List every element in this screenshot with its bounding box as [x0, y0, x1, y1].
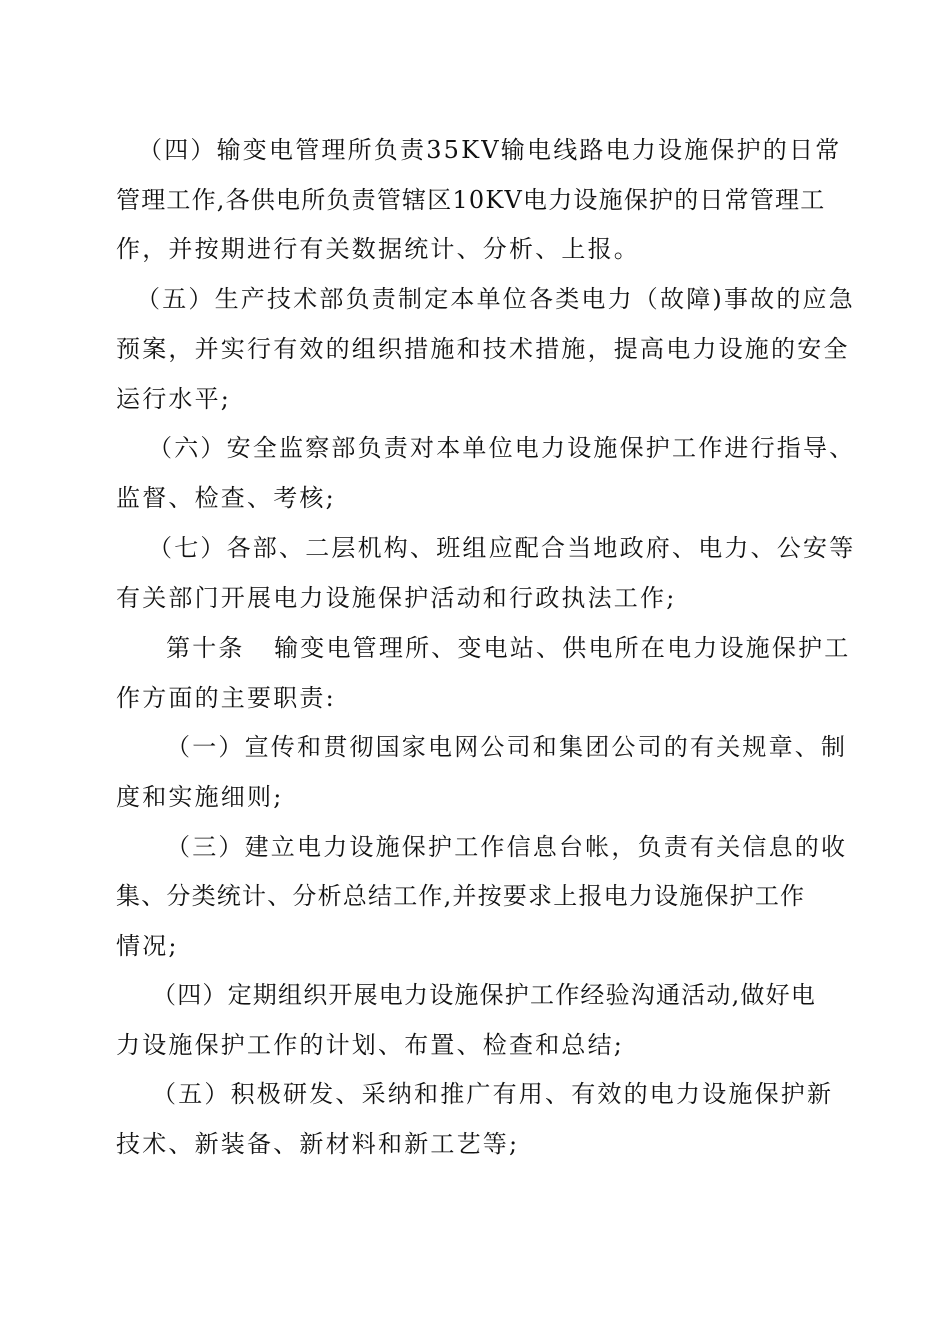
- paragraph-line: 管理工作,各供电所负责管辖区10KV电力设施保护的日常管理工: [116, 186, 826, 214]
- article-heading-line: 第十条 输变电管理所、变电站、供电所在电力设施保护工: [166, 634, 851, 662]
- paragraph-line: 作方面的主要职责:: [116, 684, 336, 712]
- paragraph-line: （三）建立电力设施保护工作信息台帐，负责有关信息的收: [166, 833, 848, 861]
- paragraph-line: 度和实施细则;: [116, 783, 284, 811]
- paragraph-line: 运行水平;: [116, 385, 232, 413]
- paragraph-line: 情况;: [116, 932, 179, 960]
- paragraph-line: （七）各部、二层机构、班组应配合当地政府、电力、公安等: [148, 534, 856, 562]
- paragraph-line: 作，并按期进行有关数据统计、分析、上报。: [116, 235, 640, 263]
- paragraph-line: 集、分类统计、分析总结工作,并按要求上报电力设施保护工作: [116, 882, 806, 910]
- paragraph-line: （五）生产技术部负责制定本单位各类电力（故障)事故的应急: [136, 285, 855, 313]
- paragraph-line: （六）安全监察部负责对本单位电力设施保护工作进行指导、: [148, 434, 856, 462]
- paragraph-line: （一）宣传和贯彻国家电网公司和集团公司的有关规章、制: [166, 733, 848, 761]
- paragraph-line: （五）积极研发、采纳和推广有用、有效的电力设施保护新: [152, 1080, 834, 1108]
- paragraph-line: 预案，并实行有效的组织措施和技术措施，提高电力设施的安全: [116, 335, 850, 363]
- paragraph-line: （四）定期组织开展电力设施保护工作经验沟通活动,做好电: [152, 981, 817, 1009]
- paragraph-line: 有关部门开展电力设施保护活动和行政执法工作;: [116, 584, 677, 612]
- paragraph-line: （四）输变电管理所负责35KV输电线路电力设施保护的日常: [138, 136, 842, 164]
- paragraph-line: 监督、检查、考核;: [116, 484, 336, 512]
- paragraph-line: 技术、新装备、新材料和新工艺等;: [116, 1130, 520, 1158]
- paragraph-line: 力设施保护工作的计划、布置、检查和总结;: [116, 1031, 625, 1059]
